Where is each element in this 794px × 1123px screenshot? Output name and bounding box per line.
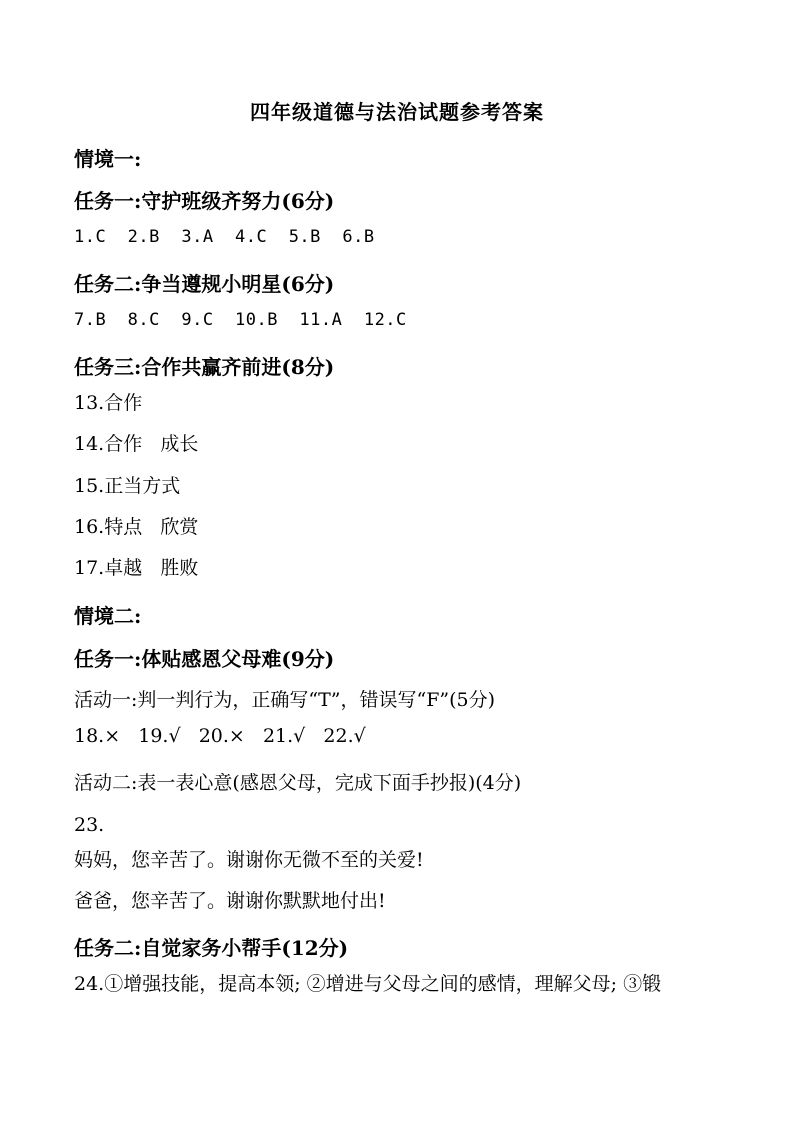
answer-item-15: 15.正当方式 <box>74 475 181 497</box>
answer-item-23-line1: 妈妈，您辛苦了。谢谢你无微不至的关爱! <box>74 849 424 871</box>
answer-item-14: 14.合作 成长 <box>74 433 199 455</box>
answer-item-23-number: 23. <box>74 814 105 836</box>
answer-item-16: 16.特点 欣赏 <box>74 516 199 538</box>
scene2-task1-heading: 任务一:体贴感恩父母难(9分) <box>74 647 335 671</box>
scene1-label: 情境一: <box>74 147 142 171</box>
scene1-task1-heading: 任务一:守护班级齐努力(6分) <box>74 189 335 213</box>
scene1-task3-heading: 任务三:合作共赢齐前进(8分) <box>74 355 335 379</box>
page-title: 四年级道德与法治试题参考答案 <box>250 100 544 124</box>
answer-item-23-line2: 爸爸，您辛苦了。谢谢你默默地付出! <box>74 890 386 912</box>
answer-item-17: 17.卓越 胜败 <box>74 557 199 579</box>
scene1-task2-heading: 任务二:争当遵规小明星(6分) <box>74 272 335 296</box>
scene2-label: 情境二: <box>74 604 142 628</box>
answer-item-13: 13.合作 <box>74 392 143 414</box>
scene1-task1-answers: 1.C 2.B 3.A 4.C 5.B 6.B <box>74 227 375 247</box>
activity2-text: 活动二:表一表心意(感恩父母，完成下面手抄报)(4分) <box>74 772 522 794</box>
answer-item-24: 24.①增强技能，提高本领; ②增进与父母之间的感情，理解父母; ③锻 <box>74 973 662 995</box>
activity1-answers: 18.× 19.√ 20.× 21.√ 22.√ <box>74 725 366 747</box>
scene2-task2-heading: 任务二:自觉家务小帮手(12分) <box>74 936 349 960</box>
scene1-task2-answers: 7.B 8.C 9.C 10.B 11.A 12.C <box>74 310 407 330</box>
activity1-text: 活动一:判一判行为，正确写“T”，错误写“F”(5分) <box>74 689 496 711</box>
